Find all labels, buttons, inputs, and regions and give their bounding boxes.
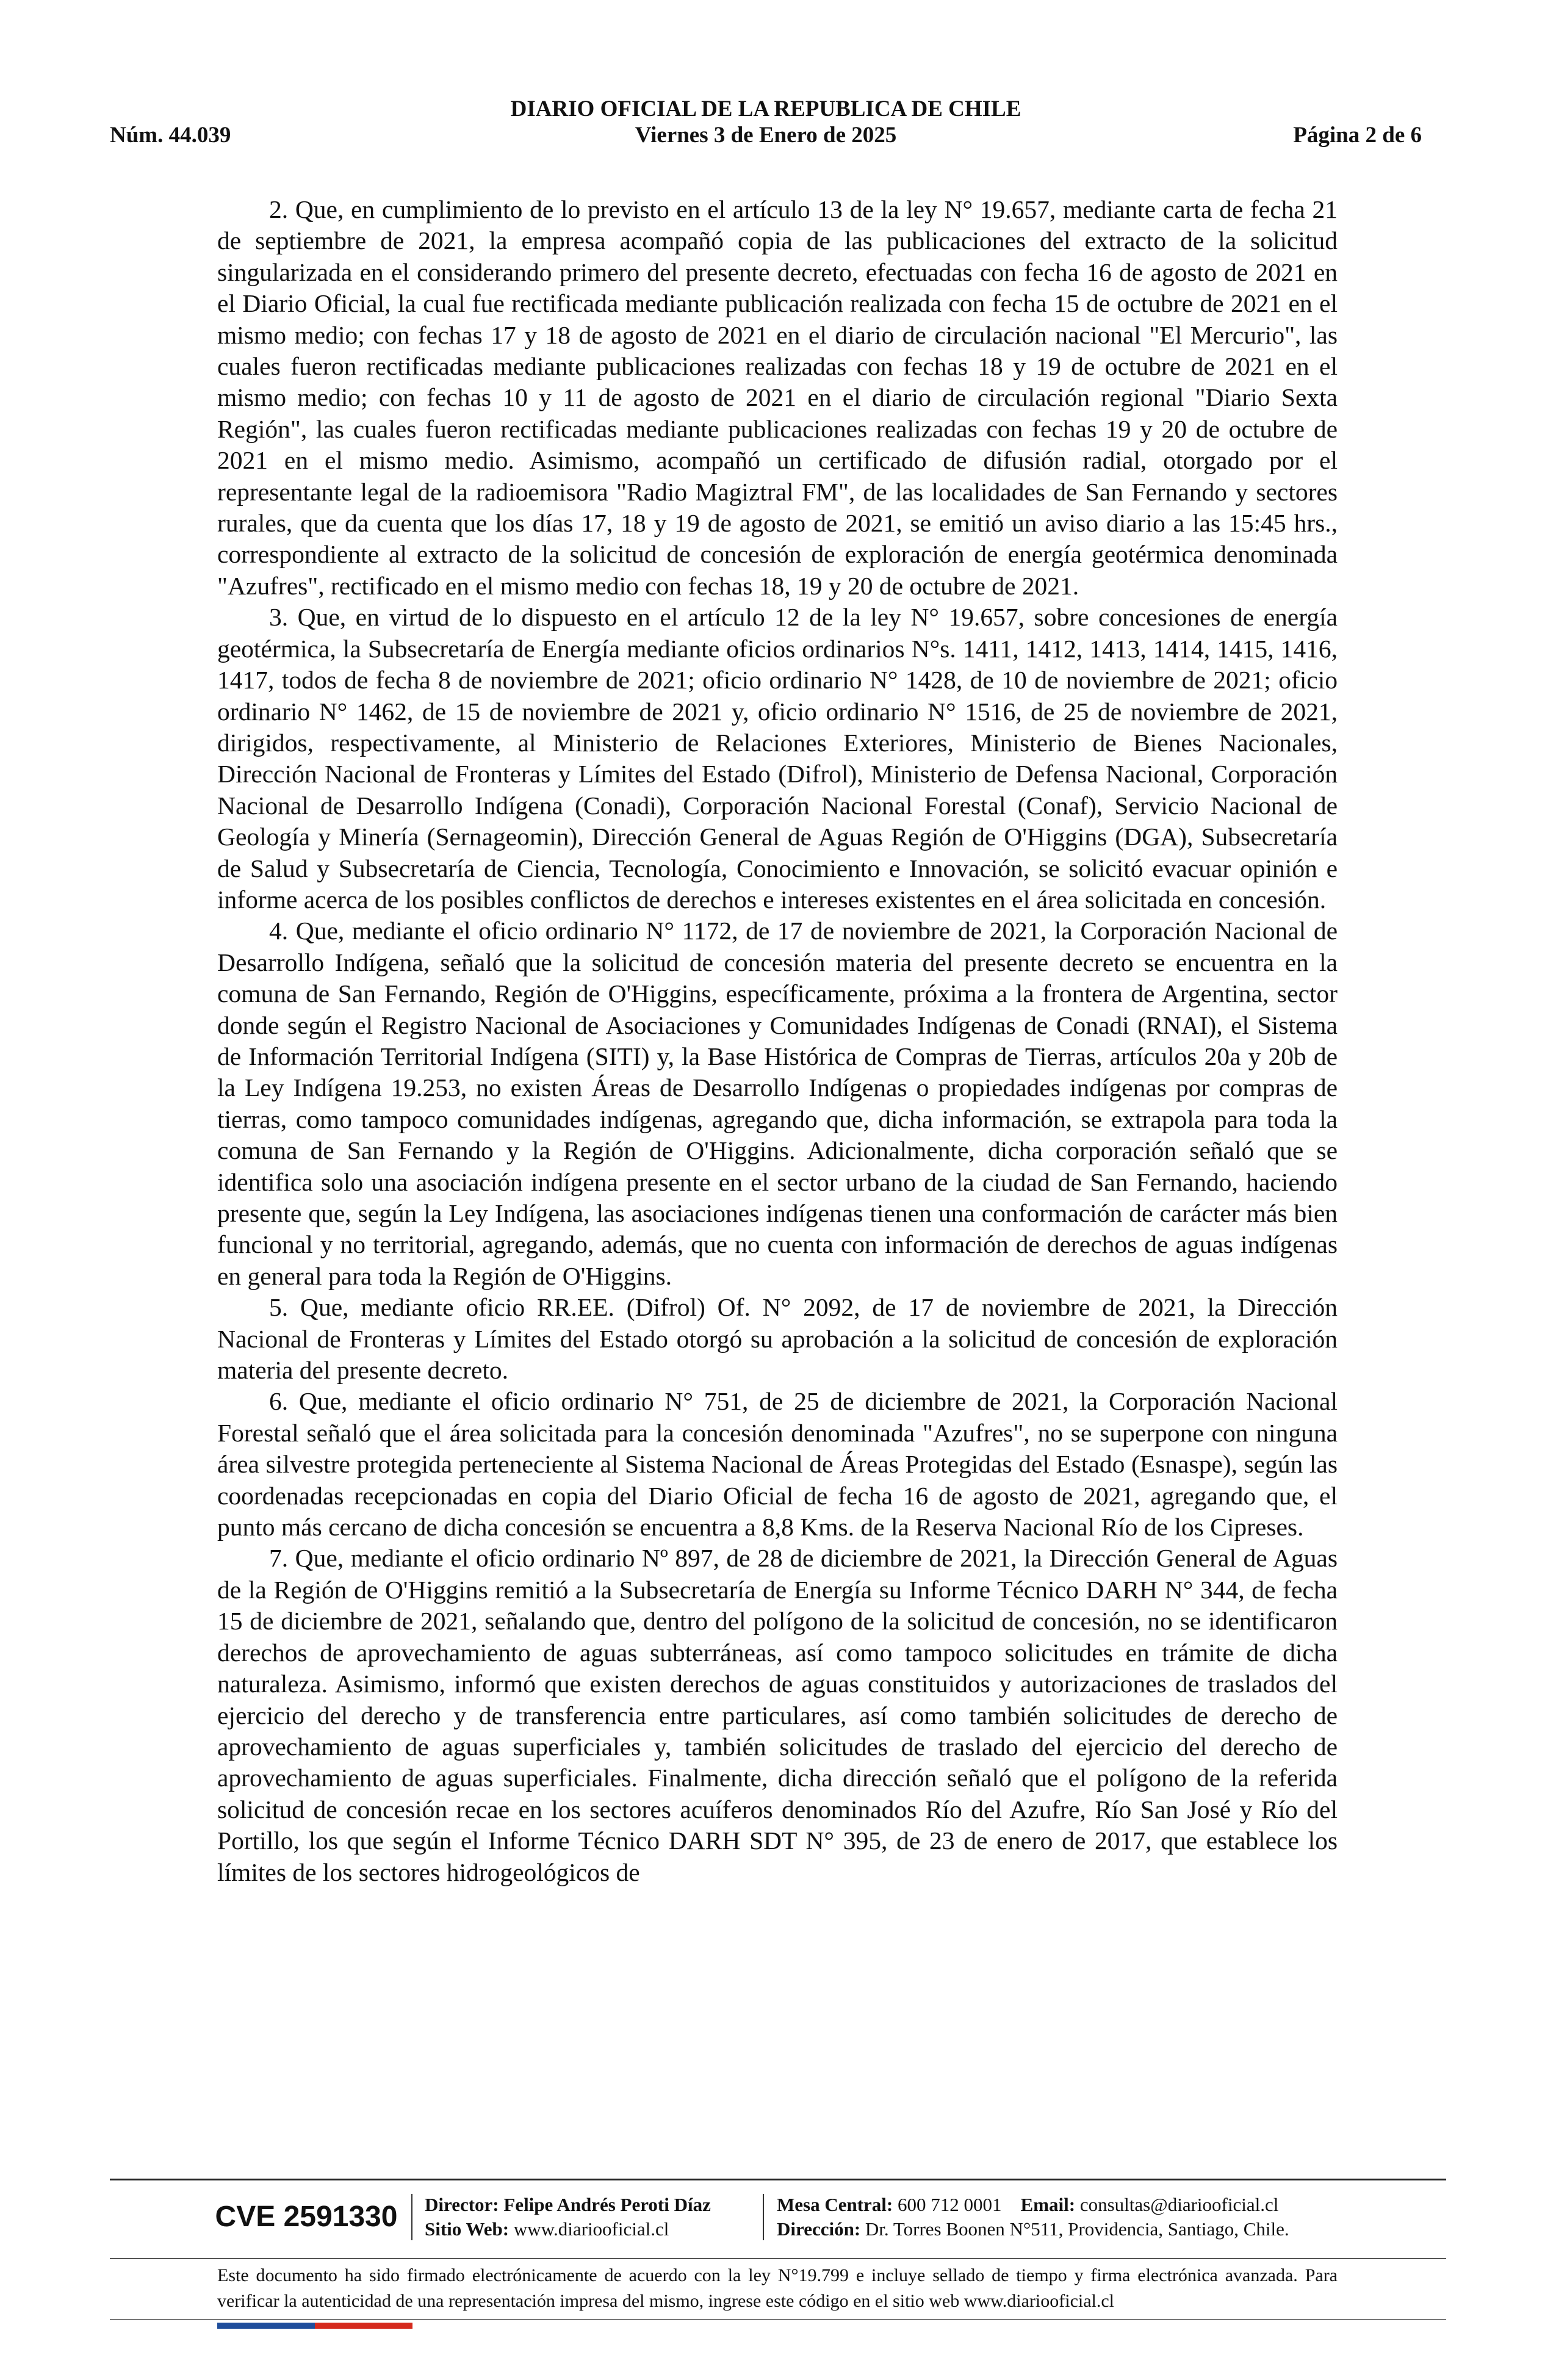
newspaper-title: DIARIO OFICIAL DE LA REPUBLICA DE CHILE [510, 96, 1021, 121]
footer-divider-top [110, 2179, 1446, 2180]
footer-separator [763, 2194, 764, 2240]
address-label: Dirección: [777, 2218, 861, 2240]
paragraph-7: 7. Que, mediante el oficio ordinario Nº 897, de 28 de diciembre de 2021, la Dirección General de Aguas de la Región de O'Higgins remitió a la Subsecretaría de Energía su Informe Técnico DARH N° 344, de fecha 15 de diciembre de 2021, señalando que, dentro del polígono de la solicitud de concesión, no se identificaron derechos de aprovechamiento de aguas subterráneas, así como tampoco solicitudes en trámite de dicha naturaleza. Asimismo, informó que existen derechos de aguas constituidos y autorizaciones de traslados del ejercicio del derecho y de transferencia entre particulares, así como también solicitudes de derecho de aprovechamiento de aguas superficiales y, también solicitudes de traslado del ejercicio del derecho de aprovechamiento de aguas superficiales. Finalmente, dicha dirección señaló que el polígono de la referida solicitud de concesión recae en los sectores acuíferos denominados Río del Azufre, Río San José y Río del Portillo, los que según el Informe Técnico DARH SDT N° 395, de 23 de enero de 2017, que establece los límites de los sectores hidrogeológicos de [217, 1544, 1338, 1886]
paragraph-6: 6. Que, mediante el oficio ordinario N° 751, de 25 de diciembre de 2021, la Corporación Nacional Forestal señaló que el área solicitada para la concesión denominada "Azufres", no se superpone con ninguna área silvestre protegida perteneciente al Sistema Nacional de Áreas Protegidas del Estado (Esnaspe), según las coordenadas recepcionadas en copia del Diario Oficial de fecha 16 de agosto de 2021, agregando que, el punto más cercano de dicha concesión se encuentra a 8,8 Kms. de la Reserva Nacional Río de los Cipreses. [217, 1387, 1338, 1542]
page-number: Página 2 de 6 [1293, 123, 1422, 148]
paragraph-5: 5. Que, mediante oficio RR.EE. (Difrol) Of. N° 2092, de 17 de noviembre de 2021, la Dirección Nacional de Fronteras y Límites del Estado otorgó su aprobación a la solicitud de concesión de exploración materia del presente decreto. [217, 1293, 1338, 1385]
site-url[interactable]: www.diariooficial.cl [513, 2218, 669, 2240]
director-name: Felipe Andrés Peroti Díaz [503, 2194, 711, 2215]
email-label: Email: [1020, 2194, 1076, 2215]
page-header [110, 95, 1422, 150]
phone-number: 600 712 0001 [898, 2194, 1002, 2215]
footer-contact-block [777, 2193, 1289, 2241]
site-label: Sitio Web: [425, 2218, 510, 2240]
paragraph-4: 4. Que, mediante el oficio ordinario N° 1172, de 17 de noviembre de 2021, la Corporación Nacional de Desarrollo Indígena, señaló que la solicitud de concesión materia del presente decreto se encuentra en la comuna de San Fernando, Región de O'Higgins, específicamente, próxima a la frontera de Argentina, sector donde según el Registro Nacional de Asociaciones y Comunidades Indígenas de Conadi (RNAI), el Sistema de Información Territorial Indígena (SITI) y, la Base Histórica de Compras de Tierras, artículos 20a y 20b de la Ley Indígena 19.253, no existen Áreas de Desarrollo Indígenas o propiedades indígenas por compras de tierras, como tampoco comunidades indígenas, agregando que, dicha información, se extrapola para toda la comuna de San Fernando y la Región de O'Higgins. Adicionalmente, dicha corporación señaló que se identifica solo una asociación indígena presente en el sector urbano de la ciudad de San Fernando, haciendo presente que, según la Ley Indígena, las asociaciones indígenas tienen una conformación de carácter más bien funcional y no territorial, agregando, además, que no cuenta con información de derechos de aguas indígenas en general para toda la Región de O'Higgins. [217, 917, 1338, 1290]
issue-date: Viernes 3 de Enero de 2025 [635, 123, 897, 148]
paragraph-2: 2. Que, en cumplimiento de lo previsto en el artículo 13 de la ley N° 19.657, mediante carta de fecha 21 de septiembre de 2021, la empresa acompañó copia de las publicaciones del extracto de la solicitud singularizada en el considerando primero del presente decreto, efectuadas con fecha 16 de agosto de 2021 en el Diario Oficial, la cual fue rectificada mediante publicación realizada con fecha 15 de octubre de 2021 en el mismo medio; con fechas 17 y 18 de agosto de 2021 en el diario de circulación nacional "El Mercurio", las cuales fueron rectificadas mediante publicaciones realizadas con fechas 18 y 19 de octubre de 2021 en el mismo medio; con fechas 10 y 11 de agosto de 2021 en el diario de circulación regional "Diario Sexta Región", las cuales fueron rectificadas mediante publicaciones realizadas con fechas 19 y 20 de octubre de 2021 en el mismo medio. Asimismo, acompañó un certificado de difusión radial, otorgado por el representante legal de la radioemisora "Radio Magiztral FM", de las localidades de San Fernando y sectores rurales, que da cuenta que los días 17, 18 y 19 de agosto de 2021, se emitió un aviso diario a las 15:45 hrs., correspondiente al extracto de la solicitud de concesión de exploración de energía geotérmica denominada "Azufres", rectificado en el mismo medio con fechas 18, 19 y 20 de octubre de 2021. [217, 195, 1338, 600]
flag-bar-blue [217, 2323, 315, 2329]
footer-divider-bottom [110, 2319, 1446, 2320]
director-label: Director: [425, 2194, 499, 2215]
legal-notice: Este documento ha sido firmado electrónicamente de acuerdo con la ley N°19.799 e incluye sellado de tiempo y firma electrónica avanzada. Para verificar la autenticidad de una representación impresa del mismo, ingrese este código en el sitio web www.diariooficial.cl [217, 2265, 1338, 2311]
issue-number: Núm. 44.039 [110, 123, 231, 148]
flag-bar-red [315, 2323, 412, 2329]
cve-code: CVE 2591330 [215, 2201, 398, 2233]
phone-label: Mesa Central: [777, 2194, 893, 2215]
footer-divider-middle [110, 2258, 1446, 2259]
email-address[interactable]: consultas@diariooficial.cl [1079, 2194, 1279, 2215]
footer-director-block [425, 2193, 711, 2241]
document-body [217, 194, 1338, 1888]
address-value: Dr. Torres Boonen N°511, Providencia, Santiago, Chile. [865, 2218, 1289, 2240]
paragraph-3: 3. Que, en virtud de lo dispuesto en el artículo 12 de la ley N° 19.657, sobre concesiones de energía geotérmica, la Subsecretaría de Energía mediante oficios ordinarios N°s. 1411, 1412, 1413, 1414, 1415, 1416, 1417, todos de fecha 8 de noviembre de 2021; oficio ordinario N° 1428, de 10 de noviembre de 2021; oficio ordinario N° 1462, de 15 de noviembre de 2021 y, oficio ordinario N° 1516, de 25 de noviembre de 2021, dirigidos, respectivamente, al Ministerio de Relaciones Exteriores, Ministerio de Bienes Nacionales, Dirección Nacional de Fronteras y Límites del Estado (Difrol), Ministerio de Defensa Nacional, Corporación Nacional de Desarrollo Indígena (Conadi), Corporación Nacional Forestal (Conaf), Servicio Nacional de Geología y Minería (Sernageomin), Dirección General de Aguas Región de O'Higgins (DGA), Subsecretaría de Salud y Subsecretaría de Ciencia, Tecnología, Conocimiento e Innovación, se solicitó evacuar opinión e informe acerca de los posibles conflictos de derechos e intereses existentes en el área solicitada en concesión. [217, 603, 1338, 914]
footer-separator [411, 2194, 412, 2240]
